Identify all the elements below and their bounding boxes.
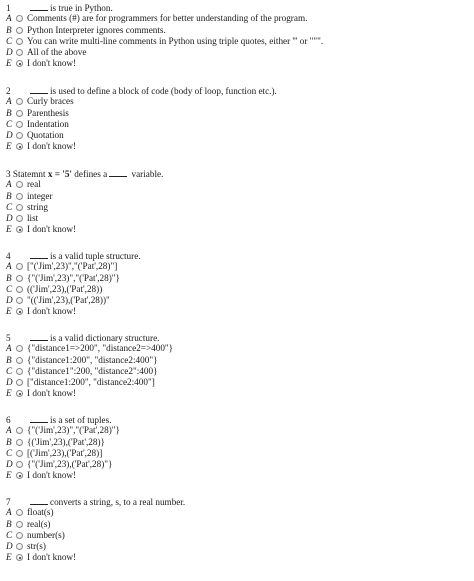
question-stem [6, 2, 466, 13]
question-number: 4 [6, 251, 11, 261]
option-d[interactable] [6, 213, 466, 224]
question-number: 6 [6, 415, 11, 425]
option-text: list [27, 213, 39, 224]
option-e[interactable] [6, 141, 466, 152]
question-number: 2 [6, 86, 11, 96]
option-letter: A [6, 343, 12, 354]
option-letter: B [6, 436, 12, 447]
radio-button[interactable] [16, 521, 23, 528]
question-stem [6, 85, 466, 96]
option-c[interactable] [6, 36, 466, 47]
option-d[interactable] [6, 295, 466, 306]
option-text: I don't know! [27, 141, 77, 152]
option-letter: E [6, 141, 12, 152]
option-text: [('Jim',23),('Pat',28)] [27, 447, 103, 458]
option-c[interactable] [6, 284, 466, 295]
question-stem [6, 250, 466, 261]
option-c[interactable] [6, 202, 466, 213]
option-e[interactable] [6, 552, 466, 563]
option-text: (('Jim',23),('Pat',28)) [27, 283, 103, 294]
option-letter: D [6, 130, 13, 141]
option-text: {"('Jim',23)","('Pat',28)"} [27, 425, 120, 436]
answer-blank [30, 85, 48, 94]
radio-button[interactable] [16, 450, 23, 457]
option-b[interactable] [6, 191, 466, 202]
option-e[interactable] [6, 306, 466, 317]
radio-button[interactable] [16, 297, 23, 304]
option-letter: E [6, 306, 12, 317]
radio-button-selected[interactable] [16, 554, 23, 561]
option-text: str(s) [27, 541, 46, 552]
option-d[interactable] [6, 459, 466, 470]
radio-button[interactable] [16, 98, 23, 105]
option-a[interactable] [6, 13, 466, 24]
option-letter: E [6, 388, 12, 399]
radio-button[interactable] [16, 215, 23, 222]
option-e[interactable] [6, 58, 466, 69]
option-e[interactable] [6, 224, 466, 235]
radio-button[interactable] [16, 286, 23, 293]
option-c[interactable] [6, 448, 466, 459]
option-b[interactable] [6, 25, 466, 36]
option-a[interactable] [6, 96, 466, 107]
option-letter: C [6, 201, 13, 212]
option-letter: B [6, 518, 12, 529]
option-letter: E [6, 470, 12, 481]
option-letter: C [6, 365, 13, 376]
option-letter: A [6, 96, 12, 107]
option-letter: B [6, 24, 12, 35]
radio-button[interactable] [16, 439, 23, 446]
question-7 [6, 496, 466, 564]
option-text: I don't know! [27, 388, 77, 399]
option-text: You can write multi-line comments in Python using triple quotes, either ''' or """. [27, 35, 324, 46]
option-text: real [27, 179, 41, 190]
question-4 [6, 250, 466, 318]
option-letter: B [6, 190, 12, 201]
option-text: Curly braces [27, 96, 74, 107]
radio-button[interactable] [16, 121, 23, 128]
option-letter: A [6, 261, 12, 272]
option-letter: D [6, 541, 13, 552]
question-code: x = '5' [47, 169, 72, 179]
question-1 [6, 2, 466, 70]
option-letter: B [6, 354, 12, 365]
option-text: float(s) [27, 507, 54, 518]
option-letter: C [6, 35, 13, 46]
option-text: Python Interpreter ignores comments. [27, 24, 166, 35]
option-d[interactable] [6, 130, 466, 141]
option-c[interactable] [6, 366, 466, 377]
option-text: {"distance1:200", "distance2:400"} [27, 354, 158, 365]
option-b[interactable] [6, 273, 466, 284]
option-letter: C [6, 118, 13, 129]
option-a[interactable] [6, 507, 466, 518]
option-b[interactable] [6, 519, 466, 530]
option-letter: C [6, 529, 13, 540]
question-stem [6, 414, 466, 425]
option-letter: D [6, 377, 13, 388]
option-text: real(s) [27, 518, 51, 529]
option-letter: A [6, 425, 12, 436]
question-text-mid: defines a [74, 169, 108, 179]
option-letter: D [6, 47, 13, 58]
option-text: I don't know! [27, 552, 77, 563]
option-letter: E [6, 224, 12, 235]
option-text: {('Jim',23),('Pat',28)} [27, 436, 105, 447]
option-d[interactable] [6, 377, 466, 388]
option-letter: A [6, 507, 12, 518]
radio-button[interactable] [16, 204, 23, 211]
question-number: 5 [6, 333, 11, 343]
option-e[interactable] [6, 470, 466, 481]
question-stem [6, 496, 466, 507]
answer-blank [30, 414, 48, 423]
option-text: Comments (#) are for programmers for better understanding of the program. [27, 13, 308, 24]
radio-button-selected[interactable] [16, 226, 23, 233]
radio-button-selected[interactable] [16, 60, 23, 67]
option-b[interactable] [6, 108, 466, 119]
option-text: Quotation [27, 130, 64, 141]
answer-blank [30, 2, 48, 11]
option-d[interactable] [6, 541, 466, 552]
radio-button[interactable] [16, 379, 23, 386]
radio-button[interactable] [16, 38, 23, 45]
radio-button-selected[interactable] [16, 390, 23, 397]
option-letter: C [6, 283, 13, 294]
option-text: string [27, 201, 48, 212]
radio-button-selected[interactable] [16, 308, 23, 315]
radio-button[interactable] [16, 368, 23, 375]
option-text: ["distance1:200", "distance2:400"] [27, 377, 155, 388]
option-text: Parenthesis [27, 107, 69, 118]
radio-button[interactable] [16, 543, 23, 550]
question-text-before: Statemnt [12, 169, 46, 179]
radio-button[interactable] [16, 275, 23, 282]
question-stem [6, 168, 466, 179]
option-a[interactable] [6, 179, 466, 190]
answer-blank [30, 250, 48, 259]
question-number: 1 [6, 3, 11, 13]
option-a[interactable] [6, 425, 466, 436]
option-text: {"distance1=>200", "distance2=>400"} [27, 343, 174, 354]
option-text: "(('Jim',23),('Pat',28))" [27, 295, 110, 306]
option-text: integer [27, 190, 53, 201]
option-a[interactable] [6, 343, 466, 354]
option-text: {"('Jim',23)","('Pat',28)"} [27, 272, 120, 283]
question-text: is used to define a block of code (body of loop, function etc.). [50, 86, 277, 96]
radio-button[interactable] [16, 15, 23, 22]
option-letter: C [6, 447, 13, 458]
option-letter: B [6, 272, 12, 283]
option-text: ["('Jim',23)","('Pat',28)"] [27, 261, 118, 272]
radio-button-selected[interactable] [16, 472, 23, 479]
option-letter: D [6, 213, 13, 224]
question-number: 3 [6, 169, 11, 179]
radio-button[interactable] [16, 357, 23, 364]
option-letter: A [6, 13, 12, 24]
radio-button[interactable] [16, 345, 23, 352]
question-text: is a valid dictionary structure. [50, 333, 160, 343]
question-text: is a valid tuple structure. [50, 251, 141, 261]
answer-blank [109, 168, 127, 177]
option-text: {"distance1":200, "distance2":400} [27, 365, 158, 376]
radio-button[interactable] [16, 509, 23, 516]
option-text: {"('Jim',23),('Pat',28)"} [27, 459, 113, 470]
question-text: is a set of tuples. [50, 415, 112, 425]
radio-button[interactable] [16, 49, 23, 56]
question-2 [6, 85, 466, 153]
option-letter: A [6, 179, 12, 190]
question-text: is true in Python. [50, 3, 113, 13]
option-text: number(s) [27, 529, 65, 540]
option-c[interactable] [6, 530, 466, 541]
option-a[interactable] [6, 261, 466, 272]
radio-button[interactable] [16, 461, 23, 468]
question-text: converts a string, s, to a real number. [50, 497, 186, 507]
radio-button[interactable] [16, 427, 23, 434]
question-3 [6, 168, 466, 236]
option-text: I don't know! [27, 58, 77, 69]
option-c[interactable] [6, 119, 466, 130]
radio-button[interactable] [16, 193, 23, 200]
radio-button-selected[interactable] [16, 143, 23, 150]
option-letter: E [6, 58, 12, 69]
option-d[interactable] [6, 47, 466, 58]
question-text-after: variable. [131, 169, 164, 179]
option-letter: E [6, 552, 12, 563]
answer-blank [30, 496, 48, 505]
option-text: Indentation [27, 118, 69, 129]
option-text: I don't know! [27, 470, 77, 481]
option-text: I don't know! [27, 306, 77, 317]
radio-button[interactable] [16, 132, 23, 139]
option-b[interactable] [6, 437, 466, 448]
question-number: 7 [6, 497, 11, 507]
radio-button[interactable] [16, 181, 23, 188]
option-text: All of the above [27, 47, 87, 58]
answer-blank [30, 332, 48, 341]
option-letter: B [6, 107, 12, 118]
option-b[interactable] [6, 355, 466, 366]
option-e[interactable] [6, 388, 466, 399]
option-letter: D [6, 295, 13, 306]
question-stem [6, 332, 466, 343]
radio-button[interactable] [16, 110, 23, 117]
radio-button[interactable] [16, 27, 23, 34]
option-text: I don't know! [27, 224, 77, 235]
option-letter: D [6, 459, 13, 470]
radio-button[interactable] [16, 532, 23, 539]
question-5 [6, 332, 466, 400]
radio-button[interactable] [16, 263, 23, 270]
question-6 [6, 414, 466, 482]
